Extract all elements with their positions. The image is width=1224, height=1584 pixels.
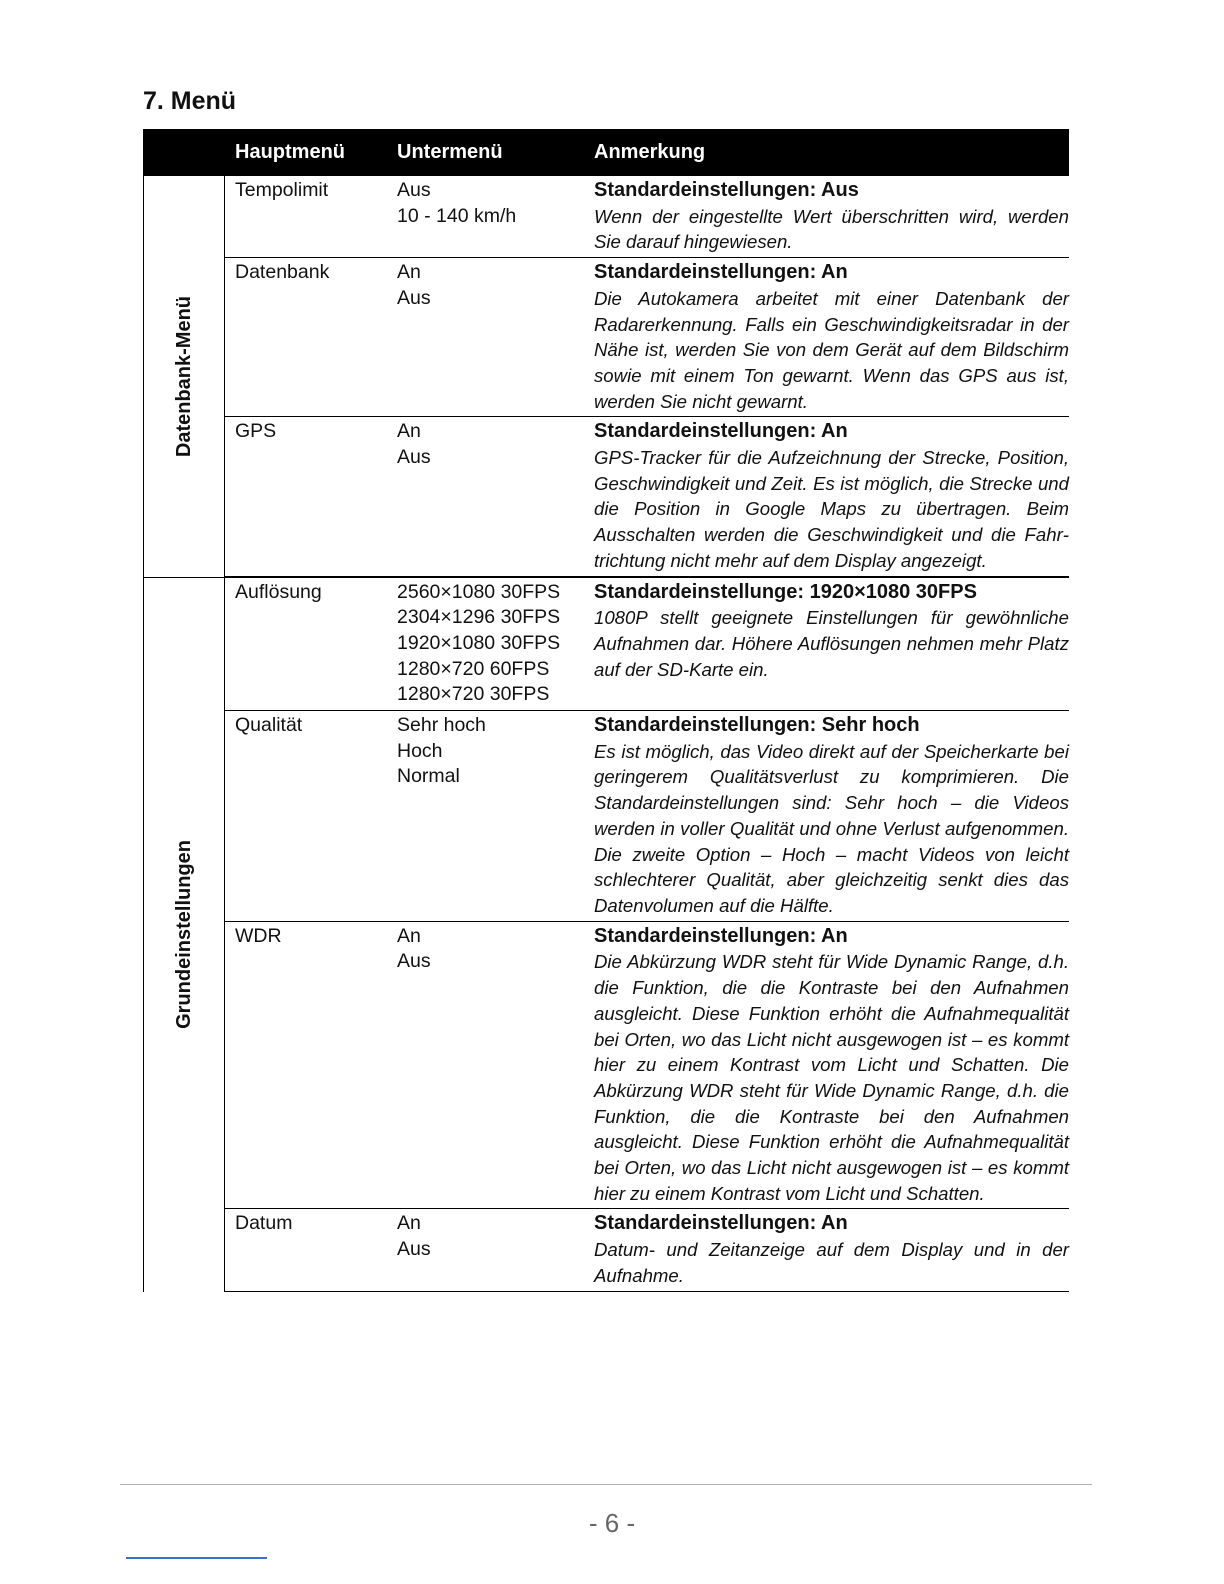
header-main-menu: Hauptmenü [235, 141, 345, 163]
option: 1920×1080 30FPS [397, 631, 561, 654]
description: 1080P stellt geeignete Einstellungen für gewöhnliche Aufnahmen dar. Höhere Auflösungen nehmen mehr Platz auf der SD-Karte ein. [594, 607, 1069, 680]
description: Datum- und Zeitanzeige auf dem Display und in der Aufnahme. [594, 1239, 1069, 1286]
option-list [387, 176, 584, 257]
option: Normal [397, 765, 460, 788]
option: 1280×720 60FPS [397, 657, 550, 680]
menu-name: WDR [235, 924, 282, 947]
option-list [387, 417, 584, 575]
table-row [225, 257, 1069, 416]
menu-name: Datum [235, 1212, 293, 1235]
note-cell [584, 922, 1069, 1209]
default-setting: Standardeinstellungen: Aus [594, 179, 859, 201]
table-row [225, 578, 1069, 711]
note-cell [584, 711, 1069, 921]
group-label-cell [143, 176, 225, 577]
menu-table [143, 129, 1069, 1292]
note-cell [584, 417, 1069, 575]
option: An [397, 420, 421, 443]
description: Es ist möglich, das Video direkt auf der Speicherkarte bei geringerem Qualitätsverlust zu komprimieren. Die Standardeinstellungen sind: Sehr hoch – die Videos werden in voller Qualität und ohne Verlust aufgenommen. Die zweite Option – Hoch – macht Videos von leicht schlechterer Qualität, aber gleichzeitig senkt dies das Datenvolumen auf die Hälfte. [594, 740, 1069, 916]
menu-name: Datenbank [235, 261, 330, 284]
note-cell [584, 1209, 1069, 1290]
group-label-cell [143, 578, 225, 1292]
table-row [225, 416, 1069, 576]
group-grundeinstellungen [143, 577, 1069, 1292]
option: Aus [397, 950, 431, 973]
option: Aus [397, 179, 431, 201]
menu-name: Tempolimit [235, 179, 329, 201]
option: An [397, 924, 421, 947]
description: Die Autokamera arbeitet mit einer Datenbank der Radarerkennung. Falls ein Geschwindigkeitsradar in der Nähe ist, werden Sie von dem Gerät auf dem Bildschirm sowie mit einem Ton gewarnt. Wenn das GPS aus ist, werden Sie nicht gewarnt. [594, 287, 1069, 412]
default-setting: Standardeinstellungen: Sehr hoch [594, 714, 920, 737]
table-row [225, 1208, 1069, 1291]
option: 10 - 140 km/h [397, 204, 517, 227]
option: Aus [397, 1238, 431, 1261]
table-header [143, 129, 1069, 176]
menu-name: Auflösung [235, 580, 322, 603]
section-title: 7. Menü [143, 87, 237, 115]
note-cell [584, 578, 1069, 711]
note-cell [584, 258, 1069, 416]
menu-name: Qualität [235, 714, 303, 737]
page-number: - 6 - [588, 1508, 636, 1538]
option: 2560×1080 30FPS [397, 580, 561, 603]
default-setting: Standardeinstellungen: An [594, 261, 848, 284]
note-cell [584, 176, 1069, 257]
table-row [225, 921, 1069, 1209]
option-list [387, 258, 584, 416]
option-list [387, 922, 584, 1209]
description: GPS-Tracker für die Aufzeichnung der Strecke, Position, Geschwindigkeit und Zeit. Es ist möglich, die Strecke und die Position in Google Maps zu übertragen. Beim Ausschalten werden die Geschwindigkeit und die Fahrtrichtung nicht mehr auf dem Display angezeigt. [594, 447, 1069, 571]
option-list [387, 711, 584, 921]
default-setting: Standardeinstellunge: 1920×1080 30FPS [594, 580, 977, 603]
description: Die Abkürzung WDR steht für Wide Dynamic Range, d.h. die Funktion, die die Kontraste bei den Aufnahmen ausgleicht. Diese Funktion erhöht die Aufnahmequalität bei Orten, wo das Licht nicht ausgewogen ist – es kommt hier zu einem Kontrast vom Licht und Schatten. Die Abkürzung WDR steht für Wide Dynamic Range, d.h. die Funktion, die die Kontraste bei den Aufnahmen ausgleicht. Diese Funktion erhöht die Aufnahmequalität bei Orten, wo das Licht nicht ausgewogen ist – es kommt hier zu einem Kontrast vom Licht und Schatten. [594, 951, 1069, 1204]
option: Sehr hoch [397, 714, 486, 737]
table-row [225, 710, 1069, 921]
group-datenbank [143, 176, 1069, 577]
default-setting: Standardeinstellungen: An [594, 924, 848, 947]
option: An [397, 261, 421, 284]
footer-divider [120, 1484, 1092, 1485]
menu-name: GPS [235, 420, 277, 443]
option-list [387, 578, 584, 711]
description: Wenn der eingestellte Wert überschritten wird, werden Sie darauf hingewiesen. [594, 205, 1069, 253]
option: 2304×1296 30FPS [397, 606, 561, 629]
default-setting: Standardeinstellungen: An [594, 420, 848, 443]
header-group-cell [143, 129, 225, 176]
footer-accent-line [126, 1557, 267, 1559]
option: 1280×720 30FPS [397, 683, 550, 706]
table-row [225, 176, 1069, 257]
option: Aus [397, 446, 431, 469]
option: Hoch [397, 739, 443, 762]
option: Aus [397, 286, 431, 309]
option: An [397, 1212, 421, 1235]
header-note: Anmerkung [594, 141, 706, 163]
option-list [387, 1209, 584, 1290]
header-sub-menu: Untermenü [397, 141, 503, 163]
group-label: Grundeinstellungen [172, 840, 195, 1029]
default-setting: Standardeinstellungen: An [594, 1212, 848, 1235]
group-label: Datenbank-Menü [172, 295, 195, 457]
